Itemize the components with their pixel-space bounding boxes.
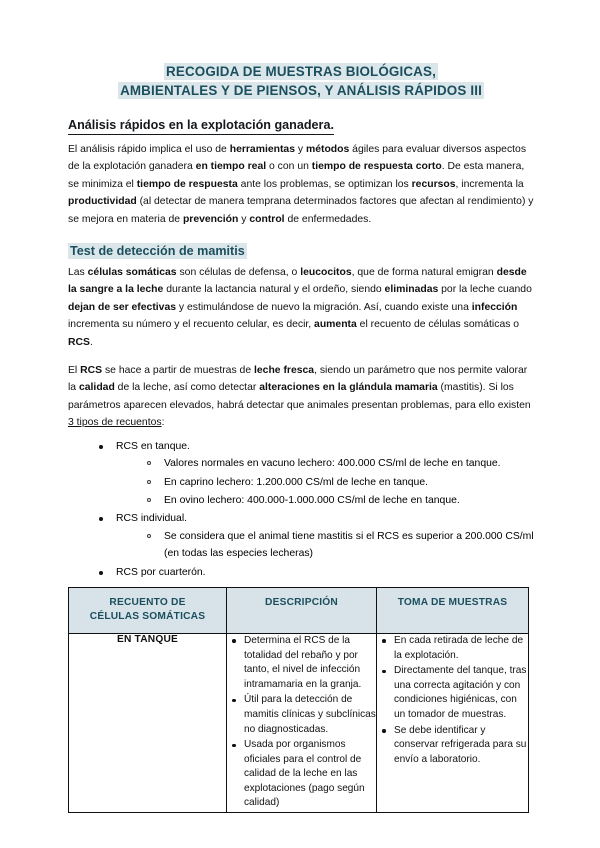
text-fragment: y xyxy=(294,144,306,155)
list-item: Se considera que el animal tiene mastitis si el RCS es superior a 200.000 CS/ml (en todas las especies lecheras) xyxy=(116,528,534,563)
text-fragment: : xyxy=(161,417,165,429)
text-fragment: o con un xyxy=(266,161,312,173)
text-fragment: , que de forma natural emigran xyxy=(351,267,497,279)
rcs-table xyxy=(68,587,529,813)
table-header-cell-toma-de-muestras: TOMA DE MUESTRAS xyxy=(377,587,529,633)
text-fragment: El análisis rápido implica el uso de xyxy=(68,144,230,155)
text-bold: infección xyxy=(471,301,518,313)
text-fragment: (mastitis). Si los parámetros aparecen elevados, habrá detectar que animales presentan problemas, para ello existen xyxy=(68,382,531,411)
list-item: En ovino lechero: 400.000-1.000.000 CS/ml de leche en tanque. xyxy=(116,492,534,509)
recuentos-sublist xyxy=(116,528,534,563)
section-heading-analisis-rapidos-wrap xyxy=(68,116,534,137)
text-fragment: , incrementa la xyxy=(455,178,524,190)
text-bold: en tiempo real xyxy=(195,161,267,173)
text-fragment: de enfermedades. xyxy=(284,213,372,225)
table-header-line-1: RECUENTO DE xyxy=(109,596,186,608)
text-bold: productividad xyxy=(68,196,137,208)
table-row xyxy=(69,633,529,812)
text-fragment: . De esta manera, se minimiza el xyxy=(68,161,525,190)
table-header-cell-recuento xyxy=(69,587,227,633)
text-bold: células somáticas xyxy=(87,267,177,279)
list-item-label: RCS por cuarterón. xyxy=(116,566,206,578)
section-heading-test-mamitis: Test de detección de mamitis xyxy=(70,244,245,259)
list-item: Directamente del tanque, tras una correcta agitación y con condiciones higiénicas, con un tomador de muestras. xyxy=(377,664,528,722)
list-item: Útil para la detección de mamitis clínicas y subclínicas no diagnosticadas. xyxy=(227,693,376,737)
paragraph-celulas-somaticas xyxy=(68,264,534,351)
table-header xyxy=(69,587,529,633)
text-bold: alteraciones en la glándula mamaria xyxy=(259,382,438,394)
paragraph-analisis-rapidos xyxy=(68,141,534,228)
text-underlined-3-tipos: 3 tipos de recuentos xyxy=(68,417,162,429)
list-item xyxy=(68,438,534,510)
list-item xyxy=(68,564,534,581)
table-cell-descripcion xyxy=(227,633,377,812)
text-bold: calidad xyxy=(78,382,115,394)
section-heading-analisis-rapidos: Análisis rápidos en la explotación ganadera. xyxy=(68,117,334,135)
text-bold: leucocitos xyxy=(300,267,352,279)
text-bold: eliminadas xyxy=(384,284,439,296)
table-header-cell-descripcion: DESCRIPCIÓN xyxy=(227,587,377,633)
recuentos-list xyxy=(68,438,534,581)
text-fragment: son células de defensa, o xyxy=(176,267,301,279)
table-header-line-2: CÉLULAS SOMÁTICAS xyxy=(89,610,206,622)
text-bold: métodos xyxy=(305,144,350,155)
list-item: Se debe identificar y conservar refrigerada para su envío a laboratorio. xyxy=(377,724,528,768)
toma-de-muestras-bullets xyxy=(377,634,528,767)
text-fragment: durante la lactancia natural y el ordeño, siendo xyxy=(163,284,385,296)
descripcion-bullets xyxy=(227,634,376,811)
text-fragment: Las xyxy=(68,267,88,279)
text-bold: desde la sangre a la leche xyxy=(68,267,527,296)
text-fragment: incrementa su número y el recuento celular, es decir, xyxy=(68,319,315,331)
text-bold: control xyxy=(249,213,285,225)
page-title xyxy=(68,62,534,100)
paragraph-rcs-leche-fresca xyxy=(68,362,534,432)
text-bold: dejan de ser efectivas xyxy=(68,301,177,313)
text-bold: prevención xyxy=(182,213,239,225)
list-item xyxy=(68,510,534,562)
text-fragment: por la leche cuando xyxy=(438,284,532,296)
page-title-line-2: AMBIENTALES Y DE PIENSOS, Y ANÁLISIS RÁPIDOS III xyxy=(120,83,482,98)
text-fragment: el recuento de células somáticas o xyxy=(356,319,520,331)
table-body xyxy=(69,633,529,812)
text-bold: tiempo de respuesta corto xyxy=(311,161,442,173)
table-cell-toma-de-muestras xyxy=(377,633,529,812)
text-fragment: . xyxy=(89,336,93,348)
list-item: En caprino lechero: 1.200.000 CS/ml de leche en tanque. xyxy=(116,474,534,491)
text-bold: aumenta xyxy=(314,319,357,331)
section-heading-mamitis-wrap xyxy=(68,242,534,260)
text-bold: RCS xyxy=(68,336,90,348)
table-header-row xyxy=(69,587,529,633)
table-cell-label-en-tanque: EN TANQUE xyxy=(69,633,227,812)
list-item: En cada retirada de leche de la explotación. xyxy=(377,634,528,663)
text-bold: herramientas xyxy=(229,144,295,155)
text-fragment: , siendo un parámetro que nos permite valorar la xyxy=(68,365,528,394)
page-title-line-1: RECOGIDA DE MUESTRAS BIOLÓGICAS, xyxy=(166,64,436,79)
text-fragment: ágiles para evaluar diversos aspectos de la explotación ganadera xyxy=(68,144,527,173)
list-item-label: RCS individual. xyxy=(116,513,188,525)
list-item: Usada por organismos oficiales para el control de calidad de la leche en las explotaciones (pago según calidad) xyxy=(227,738,376,811)
text-fragment: ante los problemas, se optimizan los xyxy=(237,178,412,190)
text-fragment: (al detectar de manera temprana determinados factores que afectan al rendimiento) y se mejora en materia de xyxy=(68,196,534,225)
recuentos-sublist xyxy=(116,455,534,509)
list-item: Valores normales en vacuno lechero: 400.000 CS/ml de leche en tanque. xyxy=(116,455,534,472)
text-fragment: de la leche, así como detectar xyxy=(114,382,260,394)
list-item-label: RCS en tanque. xyxy=(116,440,190,452)
list-item: Determina el RCS de la totalidad del rebaño y por tanto, el nivel de infección intramamaria en la granja. xyxy=(227,634,376,692)
text-bold: recursos xyxy=(411,178,456,190)
text-bold: RCS xyxy=(80,365,103,377)
text-bold: tiempo de respuesta xyxy=(136,178,238,190)
text-bold: leche fresca xyxy=(254,365,315,377)
text-fragment: se hace a partir de muestras de xyxy=(102,365,254,377)
text-fragment: y xyxy=(238,213,250,225)
text-fragment: y estimulándose de nuevo la migración. Así, cuando existe una xyxy=(176,301,472,313)
text-fragment: El xyxy=(68,365,81,377)
